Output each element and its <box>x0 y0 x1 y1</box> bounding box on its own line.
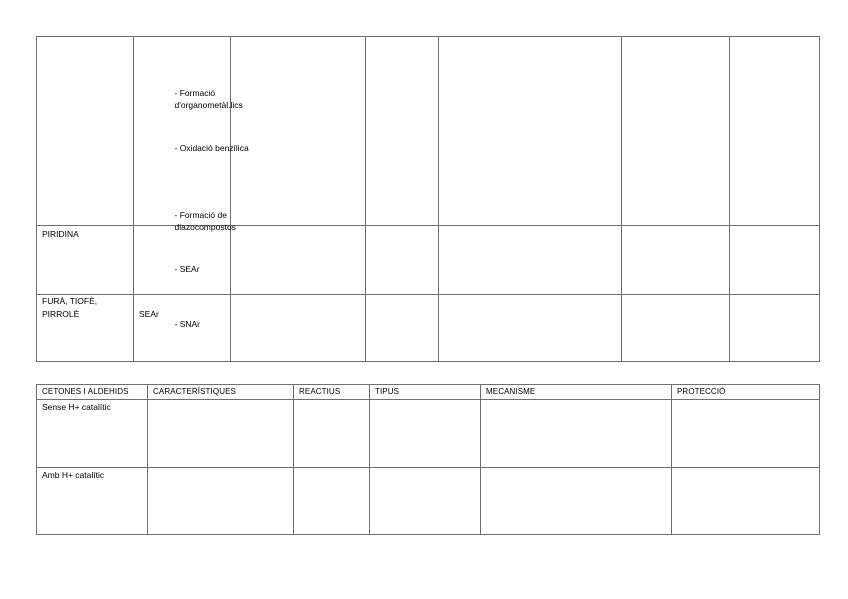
table-cell <box>622 226 730 295</box>
methods-cell <box>134 226 231 329</box>
method-item: - Formació d'organometàl.lics <box>174 87 243 110</box>
table-cell <box>366 226 439 295</box>
table-cell <box>148 468 294 535</box>
column-header: MECANISME <box>481 385 672 400</box>
table-cell <box>439 295 622 362</box>
header-row <box>37 385 820 400</box>
method-item: - SEAr <box>174 263 200 274</box>
table-cell <box>294 468 370 535</box>
table-cell <box>439 37 622 226</box>
method-item: SEAr <box>139 309 159 319</box>
row-label: Amb H+ catalític <box>42 470 105 480</box>
compound-name: FURÀ, TIOFÈ, PIRROLÈ <box>42 296 98 319</box>
method-item: - Oxidació benzílica <box>174 142 249 153</box>
compound-name: PIRIDINA <box>42 229 79 239</box>
compound-cell <box>37 295 134 362</box>
methods-cell <box>134 37 249 232</box>
table-cell <box>730 37 820 226</box>
compound-cell <box>37 226 134 295</box>
table-cell <box>730 295 820 362</box>
table-row <box>37 400 820 468</box>
table-row <box>37 468 820 535</box>
method-item: - Formació de diazocompostos <box>174 209 236 232</box>
table-cell <box>622 37 730 226</box>
table-cell <box>622 295 730 362</box>
table-cell <box>148 400 294 468</box>
row-label: Sense H+ catalític <box>42 402 111 412</box>
table-cell <box>730 226 820 295</box>
column-header: TIPUS <box>370 385 481 400</box>
column-header: REACTIUS <box>294 385 370 400</box>
table-row <box>37 226 820 295</box>
table-cell <box>294 400 370 468</box>
table-cell <box>231 37 366 226</box>
method-item: - SNAr <box>174 318 200 329</box>
table-cell <box>481 468 672 535</box>
heterocycles-table <box>36 36 820 362</box>
column-header: PROTECCIÓ <box>672 385 820 400</box>
row-label-cell <box>37 468 148 535</box>
table-cell <box>672 468 820 535</box>
table-cell <box>370 400 481 468</box>
table-cell <box>439 226 622 295</box>
table-cell <box>370 468 481 535</box>
column-header: CETONES I ALDEHIDS <box>37 385 148 400</box>
table-cell <box>37 37 134 226</box>
table-cell <box>481 400 672 468</box>
ketones-aldehydes-table <box>36 384 820 535</box>
row-label-cell <box>37 400 148 468</box>
table-row <box>37 295 820 362</box>
table-cell <box>366 295 439 362</box>
table-cell <box>366 37 439 226</box>
column-header: CARACTERÍSTIQUES <box>148 385 294 400</box>
table-cell <box>672 400 820 468</box>
table-cell <box>231 226 366 295</box>
table-row <box>37 37 820 226</box>
